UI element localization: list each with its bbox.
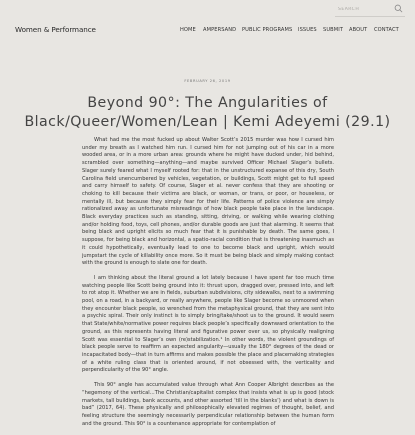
body-paragraph: I am thinking about the literal ground a lot lately because I have spent far too much time watching people like Scott being ground into it: thrust upon, dragged over, pressed into, and left to rot atop it. Whether we are in fields, suburban subdivisions, city sidewalks, next to a swimming pool, on a road, in a backyard, or really anywhere, people like Slager become so unmoored when they encounter black people, so wrenched from the metaphysical ground, that they are sent into a psychic spiral. Their only instinct is to simply bring/take/shoot us to the ground. It would seem that State/white/normative power requires black people’s specifically downward orientation to the ground, as this represents having literal and figurative power over us, so physically realigning Scott was essential to Slager’s own (re)stabilization.¹ In other words, the violent groundings of black people serve to reaffirm an expected angularity—usually the 180° degrees of the dead or incapacitated body—that in turn affirms and makes possible the place and placemaking strategies of a white ruling class that is oriented around, if not obsessed with, the verticality and perpendicularity of the 90° angle. <box>82 274 334 374</box>
nav-about[interactable]: ABOUT <box>349 27 368 33</box>
search-box[interactable] <box>335 3 405 17</box>
nav-ampersand[interactable]: AMPERSAND <box>203 27 237 33</box>
post-body <box>82 137 334 435</box>
nav-submit[interactable]: SUBMIT <box>323 27 344 33</box>
post-date: FEBRUARY 26, 2019 <box>184 79 231 83</box>
body-paragraph: What had me the most fucked up about Walter Scott’s 2015 murder was how I cursed him under my breath as I watched him run. I cursed him for not jumping out of his car in a more wooded area, or in a more urban area: grounds where he might have ducked under, hid behind, scrambled over something—anything—and maybe survived Officer Michael Slager’s bullets. Slager surely feared what I myself rooted for: that in the unstructured expanse of this dry, South Carolina field unencumbered by vehicles, vegetation, or buildings, Scott might get to full speed and carry himself to safety. Of course, Slager et al. never confess that they are shooting or choking to kill because their victims are black, or woman, or trans, or poor, or houseless, or mentally ill, but because they simply fear for their life. Patterns of police violence are simply rationalized away as unfortunate misreadings of how black people take place in the landscape. Black everyday practices such as standing, sitting, driving, or walking while wearing clothing and/or holding food, toys, cell phones, and/or durable goods are just that alarming. It seems that being black and upright elicits so much fear that it is punishable by death. The same goes, I suppose, for being black and horizontal, a spatio-racial condition that is threatening inasmuch as it could hypothetically, eventually lead to one to become black and upright, which would jumpstart the cycle of killability once more. So it must be being black and simply making contact with the ground is enough to slate one for death. <box>82 137 334 267</box>
search-icon[interactable] <box>394 4 403 13</box>
nav-issues[interactable]: ISSUES <box>298 27 317 33</box>
nav-contact[interactable]: CONTACT <box>374 27 399 33</box>
site-title[interactable]: Women & Performance <box>15 25 96 34</box>
nav-public-programs[interactable]: PUBLIC PROGRAMS <box>242 27 293 33</box>
search-input[interactable] <box>338 4 388 14</box>
nav-home[interactable]: HOME <box>180 27 196 33</box>
post-title: Beyond 90°: The Angularities of Black/Queer/Women/Lean | Kemi Adeyemi (29.1) <box>24 95 391 130</box>
body-paragraph: This 90° angle has accumulated value through what Ann Cooper Albright describes as the “hegemony of the vertical…The Christian/capitalist complex that insists what is up is good (stock markets, tall buildings, bank accounts, and other assorted ‘till in the blanks’) and what is down is bad” (2017, 64). These physically and philosophically elevated regimes of thought, belief, and feeling structure the seemingly necessarily perpendicular relationship between the human form and the ground. This 90° is a countenance appropriate for contemplation of <box>82 382 334 427</box>
site-header <box>0 0 415 58</box>
